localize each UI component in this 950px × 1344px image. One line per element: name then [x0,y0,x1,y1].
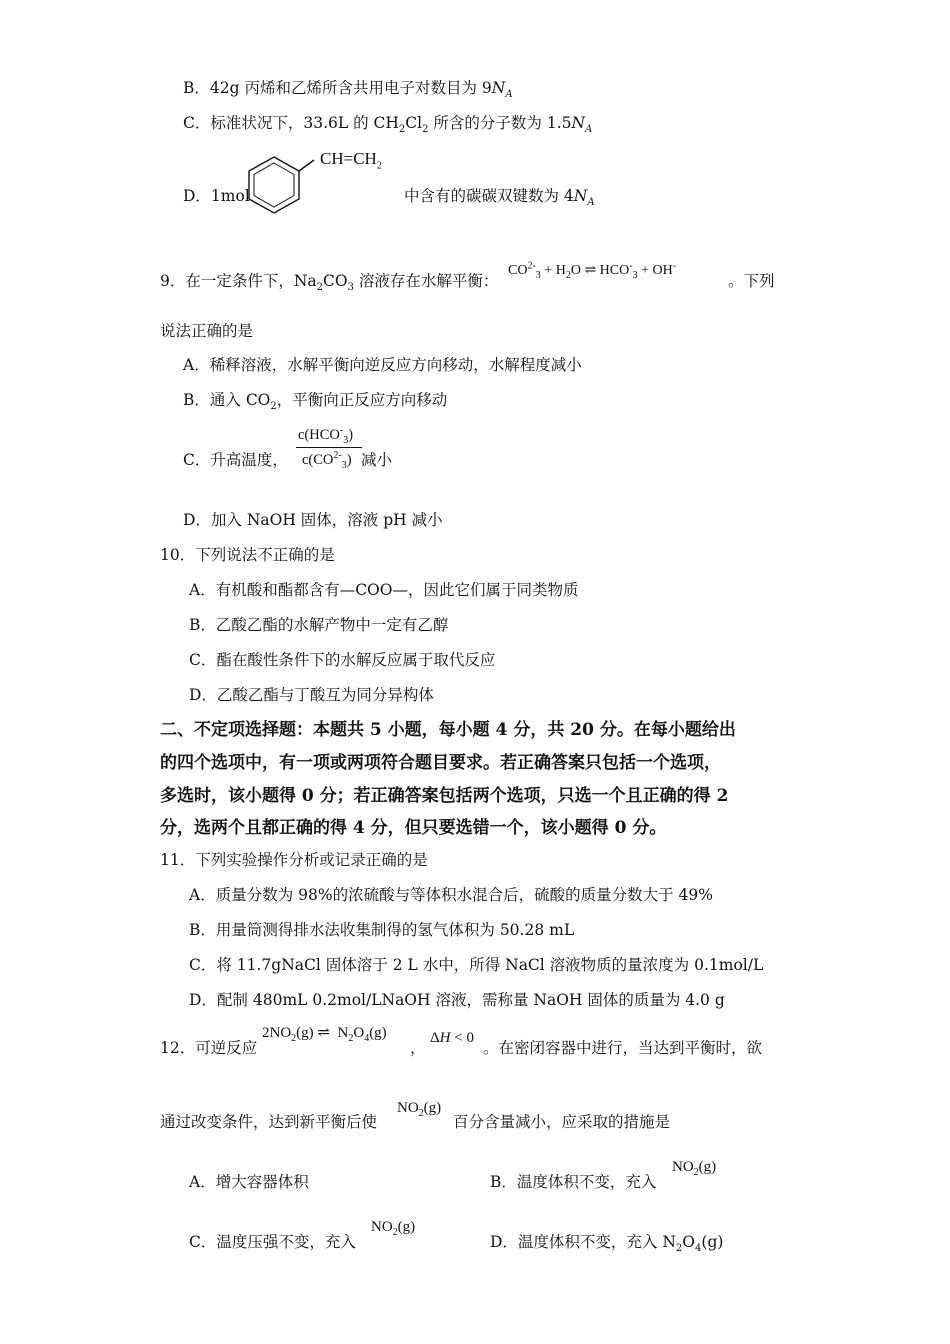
q11-option-c: C．将 11.7gNaCl 固体溶于 2 L 水中，所得 NaCl 溶液物质的量浓度为 0.1mol/L [189,956,764,974]
q12-option-d: D．温度体积不变，充入 $N_2O_4(g)$ [490,1233,724,1255]
q12-stem-tail: 。在密闭容器中进行，当达到平衡时，欲 [483,1039,763,1057]
q12-stem-line2-tail: 百分含量减小，应采取的措施是 [453,1113,671,1131]
section2-line4: 分，选两个且都正确的得 4 分，但只要选错一个，该小题得 0 分。 [160,818,667,838]
q12-stem-line2: 通过改变条件，达到新平衡后使 [160,1113,378,1131]
q12-option-a: A．增大容器体积 [189,1173,309,1191]
q11-option-a: A．质量分数为 98%的浓硫酸与等体积水混合后，硫酸的质量分数大于 49% [189,886,713,904]
q9-option-d: D．加入 NaOH 固体，溶液 pH 减小 [183,511,443,529]
q9-option-a: A．稀释溶液，水解平衡向逆反应方向移动，水解程度减小 [183,356,582,374]
q8-option-c: C．标准状况下，33.6L 的 $CH_2Cl_2$ 所含的分子数为 $1.5N_A$ [183,114,593,136]
q10-option-b: B．乙酸乙酯的水解产物中一定有乙醇 [189,616,449,634]
q12-comma: ， [410,1039,426,1057]
q8-option-d-label: D．1mol [183,187,250,205]
section2-line2: 的四个选项中，有一项或两项符合题目要求。若正确答案只包括一个选项， [160,753,721,773]
q11-option-d: D．配制 480mL 0.2mol/LNaOH 溶液，需称量 NaOH 固体的质量为 4.0 g [189,991,725,1009]
q9-stem-line2: 说法正确的是 [160,322,254,340]
q8-option-d-text: 中含有的碳碳双键数为 $4N_A$ [404,187,595,209]
q11-option-b: B．用量筒测得排水法收集制得的氢气体积为 50.28 mL [189,921,575,939]
q12-option-c-no2: $NO_2(g)$ [371,1219,416,1238]
q12-reaction-equation: $2NO_2(g)$ ⇌ $N_2O_4(g)$ [262,1025,387,1044]
q9-option-c-tail: 减小 [361,451,393,469]
q8-option-b: B．42g 丙烯和乙烯所含共用电子对数目为 $9N_A$ [183,79,513,101]
q10-option-d: D．乙酸乙酯与丁酸互为同分异构体 [189,686,434,704]
q12-option-c: C．温度压强不变，充入 [189,1233,356,1251]
q9-hydrolysis-equation: $CO^{2-}_3 + H_2O$ ⇌ $HCO^-_3 + OH^-$ [508,260,677,281]
q9-option-c: C．升高温度， [183,451,288,469]
q12-enthalpy: ΔH < 0 [430,1030,474,1046]
q10-option-a: A．有机酸和酯都含有—COO—，因此它们属于同类物质 [189,581,579,599]
q12-stem: 12．可逆反应 [160,1039,258,1057]
q9-stem-tail: 。下列 [728,272,775,290]
q10-stem: 10．下列说法不正确的是 [160,546,335,564]
q8-d-vinyl-group: $CH=CH_2$ [320,149,382,172]
q12-option-b-no2: $NO_2(g)$ [672,1159,717,1178]
q12-option-b: B．温度体积不变，充入 [490,1173,657,1191]
section2-line3: 多选时，该小题得 0 分；若正确答案包括两个选项，只选一个且正确的得 2 [160,786,729,806]
benzene-ring-structure [246,150,316,220]
q9-stem: 9．在一定条件下，$Na_2CO_3$ 溶液存在水解平衡： [160,272,499,294]
section2-line1: 二、不定项选择题：本题共 5 小题，每小题 4 分，共 20 分。在每小题给出 [160,720,736,740]
q10-option-c: C．酯在酸性条件下的水解反应属于取代反应 [189,651,496,669]
q9-option-b: B．通入 $CO_2$，平衡向正反应方向移动 [183,391,448,413]
q9-fraction-numerator: $c(HCO^-_3)$ [298,425,354,446]
q12-no2-inline: $NO_2(g)$ [397,1100,442,1119]
q9-fraction-denominator: $c(CO^{2-}_3)$ [302,450,352,471]
q11-stem: 11．下列实验操作分析或记录正确的是 [160,851,428,869]
q9-fraction-bar [296,447,362,448]
